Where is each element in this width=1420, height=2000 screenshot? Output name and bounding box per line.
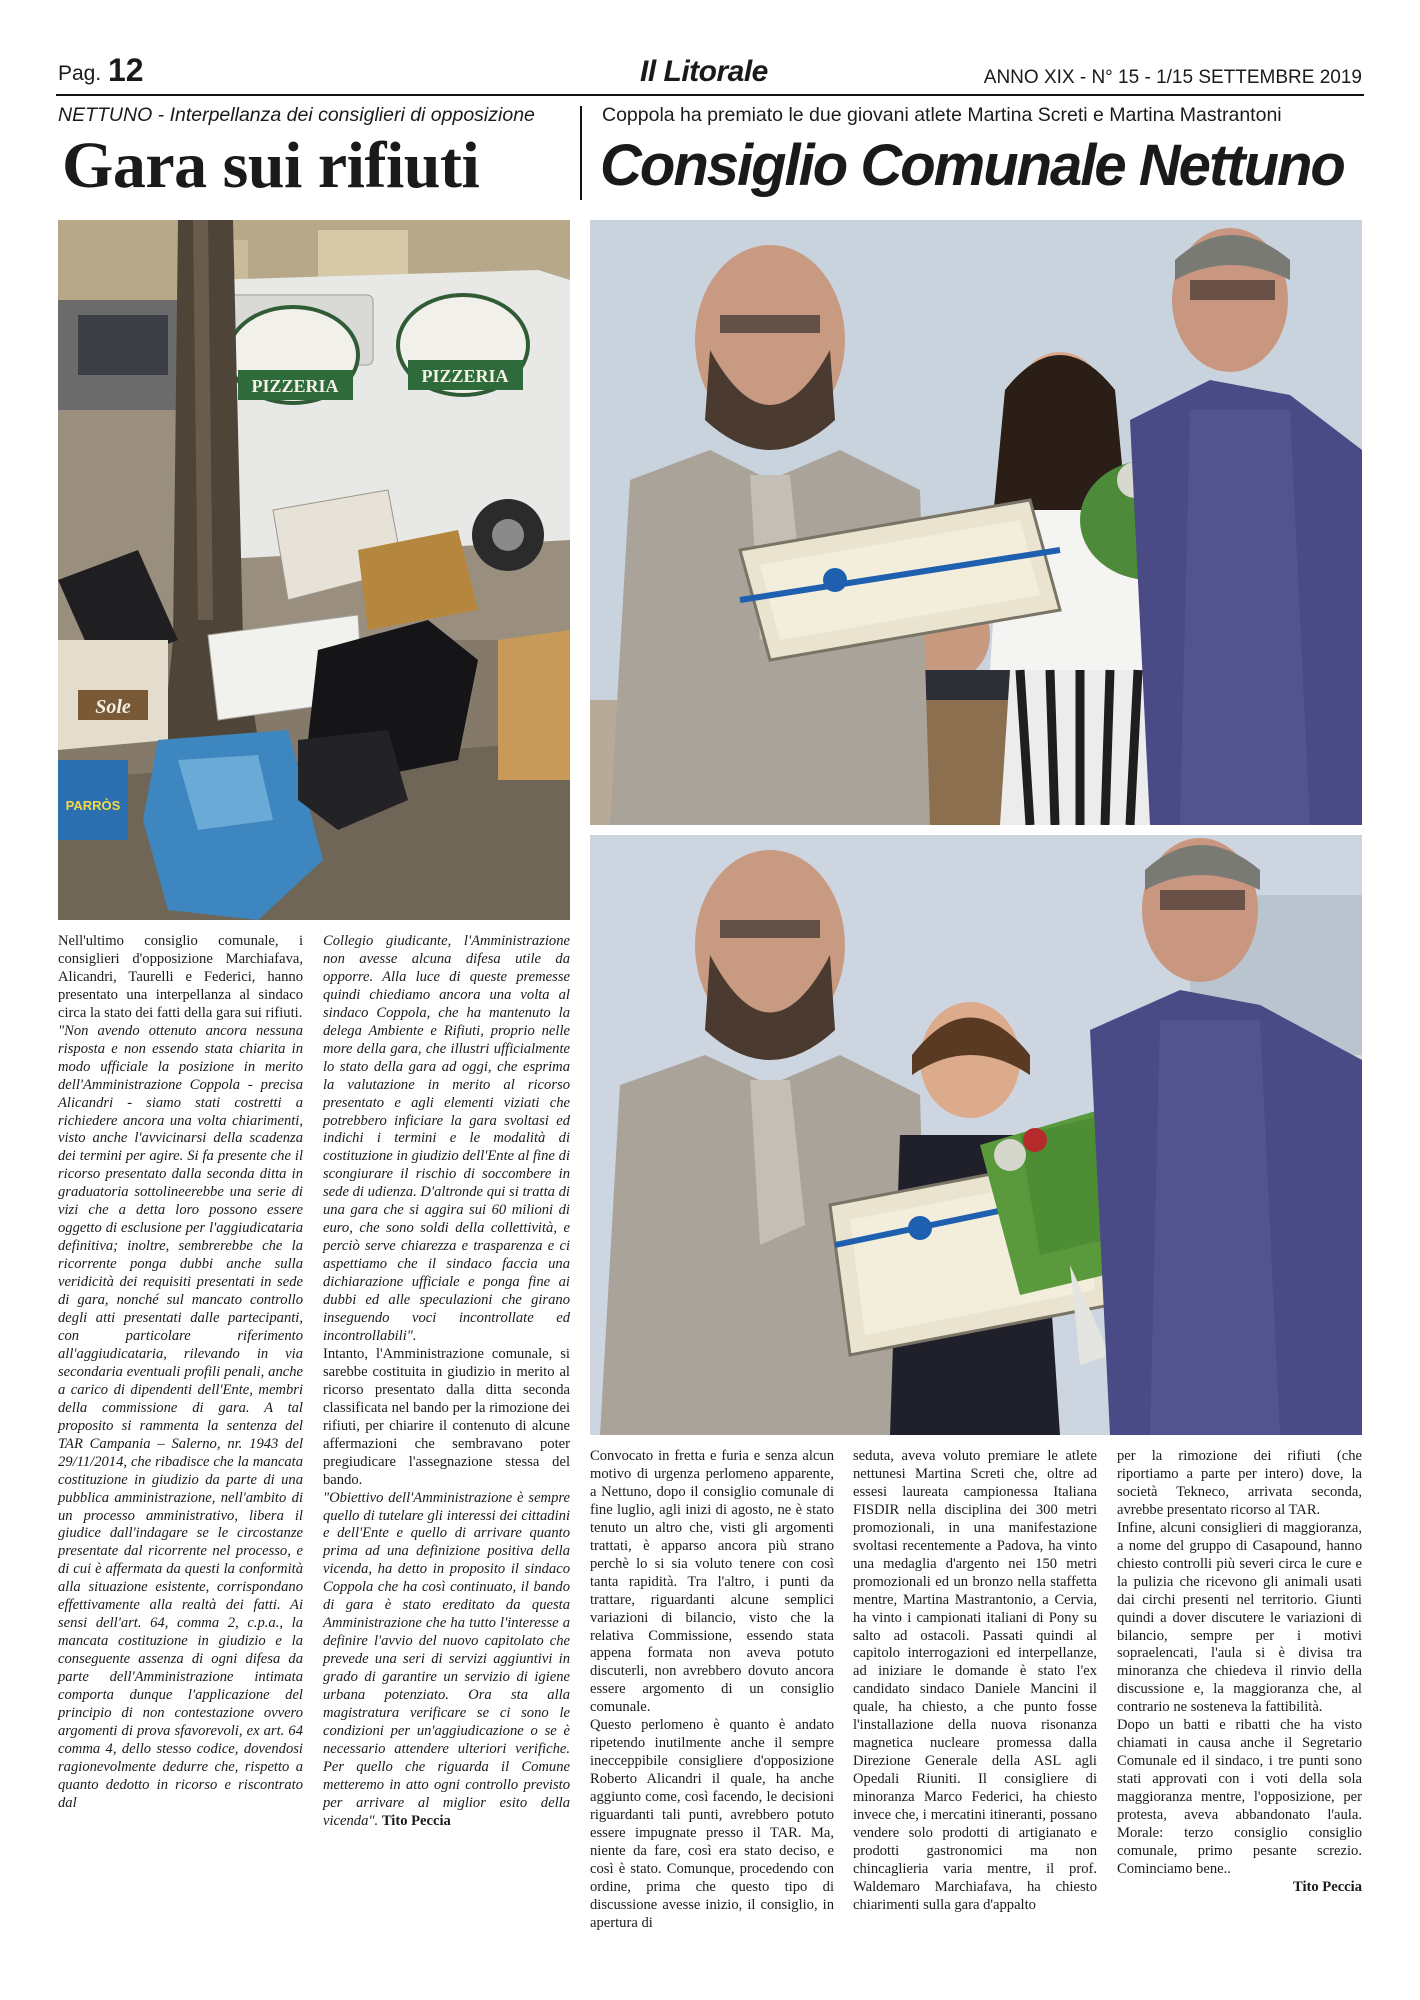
left-col2-paragraph-1: Collegio giudicante, l'Amministrazione non avesse alcuna difesa utile da opporre. Alla luce di queste premesse quindi chiediamo ancora una volta al sindaco Coppola, che ha mantenuto la delega Ambiente e Rifiuti, proprio nelle more della gara, che illustri ufficialmente lo stato della gara ad oggi, che esprima la valutazione in merito al ricorso presentato e agli elementi viziati che potrebbero inficiare la gara svoltasi ed indichi i termini e le modalità di costituzione in giudizio dell'Ente al fine di scongiurare il rischio di soccombere in sede di udienza. D'altronde qui si tratta di una gara che si aggira sui 60 milioni di euro, che sono soldi della collettività, e perciò serve chiarezza e trasparenza e ci aspettiamo che il sindaco faccia una dichiarazione ufficiale e ponga fine ai dubbi ed alle speculazioni che girano inseguendo voci incontrollate ed incontrollabili".	[323, 933, 570, 1344]
right-col3-paragraph-3: Dopo un batti e ribatti che ha visto chiamati in causa anche il Segretario Comunale ed il sindaco, i tre punti sono stati approvati con i voti della sola maggioranza mentre, l'opposizione, per protesta, aveva abbandonato l'aula. Morale: terzo consiglio consiglio comunale, primo pesante screzio. Cominciamo bene..	[1117, 1717, 1362, 1877]
left-col1-paragraph-2: "Non avendo ottenuto ancora nessuna risposta e non essendo stata chiarita in modo ufficiale la posizione in merito dell'Amministrazione Coppola - precisa Alicandri - siamo stati costretti a richiedere ancora una volta chiarimenti, visto anche l'avvicinarsi della scadenza dei termini per agire. Si fa presente che il ricorso presentato dalla seconda ditta in graduatoria sottolineerebbe una serie di vizi che a detta loro possono essere oggetto di esclusione per l'aggiudicataria definitiva; inoltre, sembrerebbe che la ricorrente ponga dubbi anche sulla veridicità dei requisiti presentati in sede di gara, nonché sul mancato controllo degli atti presentati dalle partecipanti, con particolare riferimento all'aggiudicataria, rilevando in via secondaria eventuali profili penali, anche a carico di dipendenti dell'Ente, membri della commissione di gara. A tal proposito si rammenta la sentenza del TAR Campania – Salerno, nr. 1943 del 29/11/2014, che ribadisce che la mancata costituzione in giudizio da parte di una pubblica amministrazione, nell'ambito di un processo amministrativo, libera il giudice dall'indagare se le circostanze presentate dal ricorrente nel processo, e di cui è affermata da questi la conformità alla situazione esistente, corrispondano effettivamente alla realtà dei fatti. Ai sensi dell'art. 64, comma 2, c.p.a., la mancata costituzione in giudizio e la conseguente assenza di ogni difesa da parte dell'Amministrazione intimata comporta dunque l'applicazione del principio di non contestazione ovvero argomenti di prova sfavorevoli, ex art. 64 comma 4, dello stesso codice, dovendosi ragionevolmente dedurre che, rispetto a quanto dedotto in ricorso e riscontrato dal	[58, 1022, 303, 1811]
award-photo-mastrantonio	[590, 835, 1362, 1435]
page-number: 12	[108, 52, 144, 88]
right-article-column-3	[1117, 1448, 1362, 1897]
masthead: Il Litorale	[640, 55, 768, 88]
right-headline: Consiglio Comunale Nettuno	[600, 133, 1344, 198]
right-col1-paragraph-2: Questo perlomeno è quanto è andato ripetendo inutilmente anche il sempre inecceppibile consigliere d'opposizione Roberto Alicandri il quale, ha anche aggiunto come, così facendo, le decisioni riguardanti tali punti, avrebbero potuto essere impugnate presso il TAR. Ma, niente da fare, così era stato deciso, e così è stato. Comunque, procedendo con ordine, prima che questo tipo di discussione avesse inizio, il consiglio, in apertura di	[590, 1717, 834, 1931]
header-rule	[56, 94, 1364, 96]
right-col3-paragraph-2: Infine, alcuni consiglieri di maggioranza, a nome del gruppo di Casapound, hanno chiesto controlli più severi circa le cure e la pulizia che ricevono gli animali usati dai circhi presenti nel territorio. Giunti quindi a dover discutere le variazioni di bilancio, sempre per i motivi sopraelencati, l'aula si è divisa tra minoranza che chiedeva il rinvio della discussione e, la maggioranza che, al contrario ne sosteneva la fattibilità.	[1117, 1519, 1362, 1716]
left-signature: Tito Peccia	[381, 1812, 451, 1829]
left-article-column-1	[58, 933, 303, 1813]
left-kicker: NETTUNO - Interpellanza dei consiglieri di opposizione	[58, 104, 535, 126]
left-col2-paragraph-2: Intanto, l'Amministrazione comunale, si sarebbe costituita in giudizio in merito al ricorso presentato dalla ditta seconda classificata nel bando per la rimozione dei rifiuti, per chiarire il contenuto di alcune affermazioni che sembravano poter pregiudicare l'assegnazione stessa del bando.	[323, 1345, 570, 1488]
left-col1-paragraph-1: Nell'ultimo consiglio comunale, i consiglieri d'opposizione Marchiafava, Alicandri, Taurelli e Federici, hanno presentato una interpellanza al sindaco circa la stato dei fatti della gara sui rifiuti.	[58, 933, 303, 1021]
left-article-column-2	[323, 933, 570, 1831]
right-col1-paragraph-1: Convocato in fretta e furia e senza alcun motivo di urgenza perlomeno apparente, a Nettuno, dopo il consiglio comunale di fine luglio, agli inizi di agosto, ne è stato tenuto un altro che, visti gli argomenti trattati, è apparso ancora più strano perchè lo si sia voluto tenere con così tanta rapidità. Tra l'altro, i punti da trattare, riguardanti alcune semplici variazioni di bilancio, visto che la relativa Commissione, essendo stata appena formata non aveva potuto discuterli, non avrebbero dovuto ancora essere argomento di un consiglio comunale.	[590, 1448, 834, 1716]
award-photo-screti	[590, 220, 1362, 825]
right-article-column-1	[590, 1448, 834, 1933]
garbage-photo-drawing	[58, 220, 570, 920]
right-signature: Tito Peccia	[1292, 1878, 1362, 1895]
left-headline: Gara sui rifiuti	[62, 129, 480, 202]
right-article-column-2	[853, 1448, 1097, 1915]
column-divider	[580, 106, 582, 200]
left-col2-paragraph-3: "Obiettivo dell'Amministrazione è sempre quello di tutelare gli interessi dei cittadini e dell'Ente e quello di arrivare quanto prima ad una definizione positiva della vicenda, ha detto in proposito il sindaco Coppola che ha così continuato, il bando di gara è stato ereditato da questa Amministrazione che ha tutto l'interesse a definire l'avvio del nuovo capitolato che prevede una seri di servizi aggiuntivi in grado di garantire un servizio di igiene urbana potenziato. Ora sta alla magistratura verificare se ci sono le condizioni per un'aggiudicazione o se è necessario attendere ulteriori verifiche. Per quello che riguarda il Comune metteremo in atto ogni controllo previsto per arrivare al miglior esito della vicenda".	[323, 1489, 570, 1829]
pizzeria-sign-2: PIZZERIA	[421, 366, 509, 386]
right-col3-paragraph-1: per la rimozione dei rifiuti (che riportiamo a parte per intero) dove, la società Tekneco, arrivata seconda, avrebbe presentato ricorso al TAR.	[1117, 1448, 1362, 1518]
garbage-photo	[58, 220, 570, 920]
right-col2-paragraph-1: seduta, aveva voluto premiare le atlete nettunesi Martina Screti che, oltre ad essesi laureata campionessa Italiana FISDIR nella disciplina dei 300 metri promozionali, in una manifestazione svoltasi recentemente a Padova, ha vinto una medaglia d'argento nei 150 metri promozionali ed un bronzo nella staffetta mentre, Martina Mastrantonio, a Cervia, ha vinto i campionati italiani di Pony su salto ad ostacoli. Passati quindi al capitolo interrogazioni ed interpellanze, ad iniziare le domande è stato l'ex candidato sindaco Daniele Mancini il quale, ha chiesto, a che punto fosse l'installazione della nuova risonanza magnetica nucleare promessa dalla Direzione Generale della ASL agli Opedali Riuniti. Il consigliere di minoranza Marco Federici, ha chiesto invece che, i mercatini itineranti, possano vendere solo prodotti di artigianato e prodotti gastronomici ma non chincaglieria varia mentre, il prof. Waldemaro Marchiafava, ha chiesto chiarimenti sulla gara d'appalto	[853, 1448, 1097, 1913]
issue-info: ANNO XIX - N° 15 - 1/15 SETTEMBRE 2019	[983, 67, 1362, 88]
sole-box-label: Sole	[95, 696, 131, 718]
pizzeria-sign-1: PIZZERIA	[251, 376, 339, 396]
parros-box-label: PARRÒS	[65, 798, 121, 813]
award-photo-mastrantonio-drawing	[590, 835, 1362, 1435]
award-photo-screti-drawing	[590, 220, 1362, 825]
page-label: Pag.	[58, 62, 102, 85]
right-kicker: Coppola ha premiato le due giovani atlete Martina Screti e Martina Mastrantoni	[602, 104, 1282, 126]
